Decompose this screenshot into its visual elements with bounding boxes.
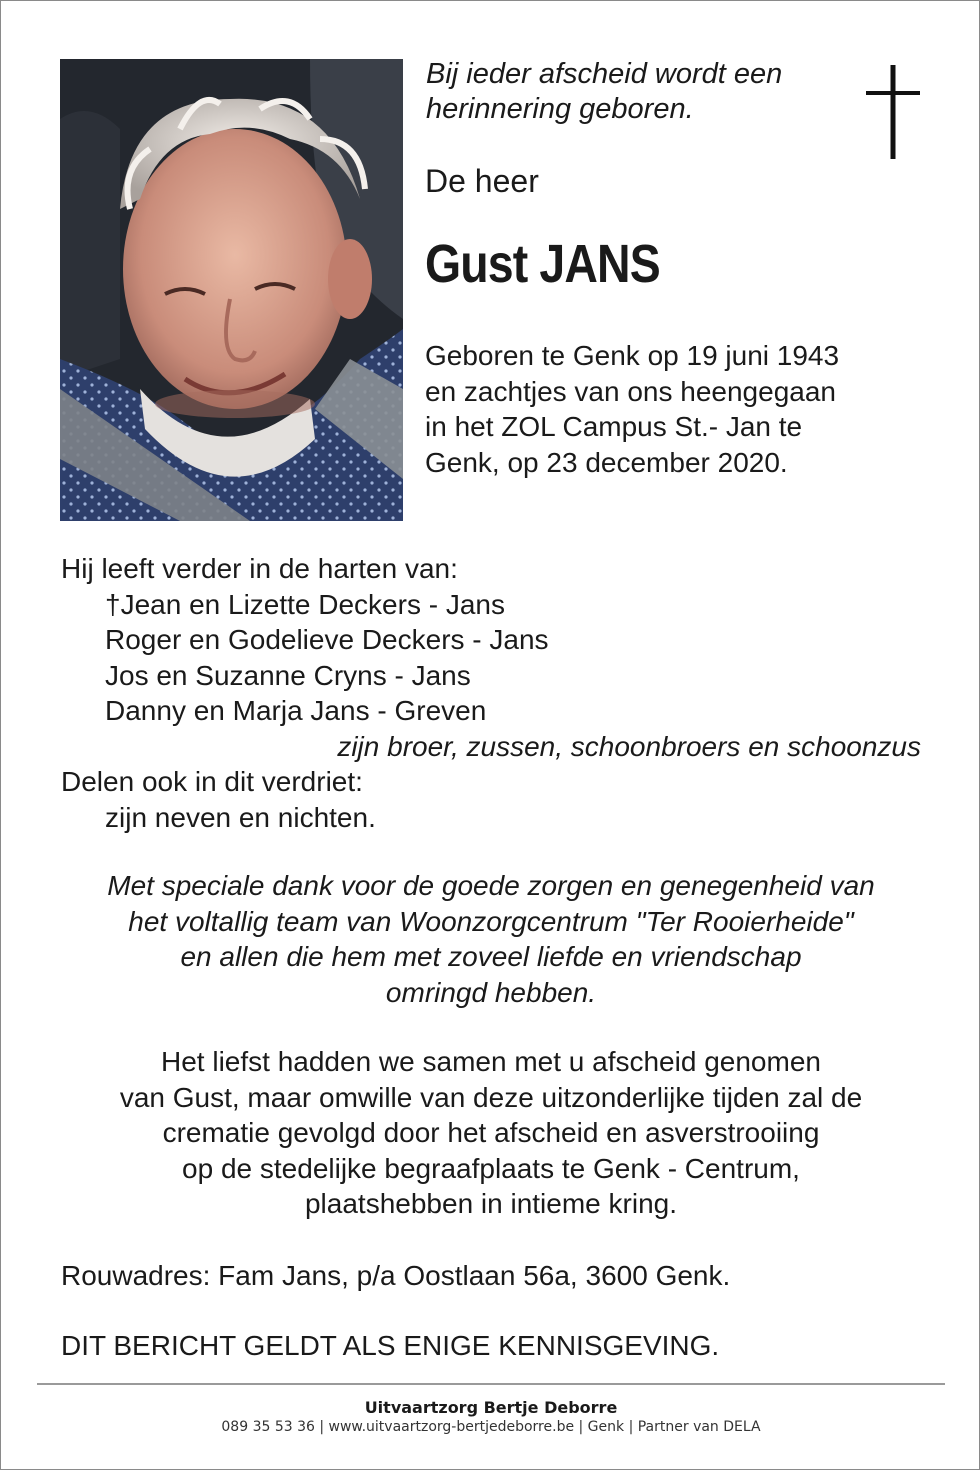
farewell-section	[41, 1044, 941, 1222]
deceased-name: Gust JANS	[425, 234, 660, 294]
seat-side	[60, 111, 120, 379]
birth-death-details	[425, 338, 945, 480]
survivors-intro: Hij leeft verder in de harten van:	[61, 553, 458, 584]
funeral-home-contact: 089 35 53 36 | www.uitvaartzorg-bertjedeborre.be | Genk | Partner van DELA	[221, 1419, 761, 1435]
survivors-section	[61, 551, 941, 835]
quote-line: Bij ieder afscheid wordt een	[426, 58, 783, 90]
farewell-line: Het liefst hadden we samen met u afscheid genomen	[161, 1046, 821, 1077]
family-member: Jos en Suzanne Cryns - Jans	[105, 659, 471, 691]
memorial-quote	[426, 57, 846, 127]
ear	[328, 239, 372, 319]
farewell-line: van Gust, maar omwille van deze uitzonderlijke tijden zal de	[119, 1081, 863, 1113]
family-member: Roger en Godelieve Deckers - Jans	[105, 624, 549, 655]
thanks-line: en allen die hem met zoveel liefde en vriendschap	[180, 941, 802, 972]
also-grieving-intro: Delen ook in dit verdriet:	[61, 766, 363, 797]
notice-statement: DIT BERICHT GELDT ALS ENIGE KENNISGEVING.	[61, 1330, 720, 1361]
thanks-line: omringd hebben.	[385, 976, 597, 1008]
face	[123, 129, 347, 409]
thanks-line: het voltallig team van Woonzorgcentrum "Ter Rooierheide"	[128, 905, 854, 937]
born-line: in het ZOL Campus St.- Jan te	[425, 411, 803, 442]
farewell-line: op de stedelijke begraafplaats te Genk - Centrum,	[182, 1152, 800, 1184]
also-grieving: zijn neven en nichten.	[105, 801, 376, 833]
portrait-illustration	[60, 59, 403, 521]
portrait-photo	[60, 59, 403, 521]
cross-icon	[863, 65, 923, 159]
born-line: en zachtjes van ons heengegaan	[425, 375, 836, 407]
farewell-line: plaatshebben in intieme kring.	[304, 1188, 677, 1219]
thanks-section	[41, 868, 941, 1010]
chin-shadow	[155, 390, 315, 418]
born-line: Genk, op 23 december 2020.	[425, 446, 788, 478]
family-member: †Jean en Lizette Deckers - Jans	[105, 588, 505, 620]
honorific: De heer	[425, 163, 539, 199]
mourning-address: Rouwadres: Fam Jans, p/a Oostlaan 56a, 3600 Genk.	[61, 1260, 731, 1291]
family-relation: zijn broer, zussen, schoonbroers en schoonzus	[337, 730, 921, 762]
born-line: Geboren te Genk op 19 juni 1943	[425, 340, 840, 371]
family-member: Danny en Marja Jans - Greven	[105, 695, 487, 726]
farewell-line: crematie gevolgd door het afscheid en asverstrooiing	[162, 1117, 820, 1148]
footer-divider	[37, 1383, 945, 1385]
thanks-line: Met speciale dank voor de goede zorgen en genegenheid van	[107, 870, 875, 901]
quote-line: herinnering geboren.	[426, 93, 694, 125]
funeral-home-name: Uitvaartzorg Bertje Deborre	[364, 1398, 618, 1417]
